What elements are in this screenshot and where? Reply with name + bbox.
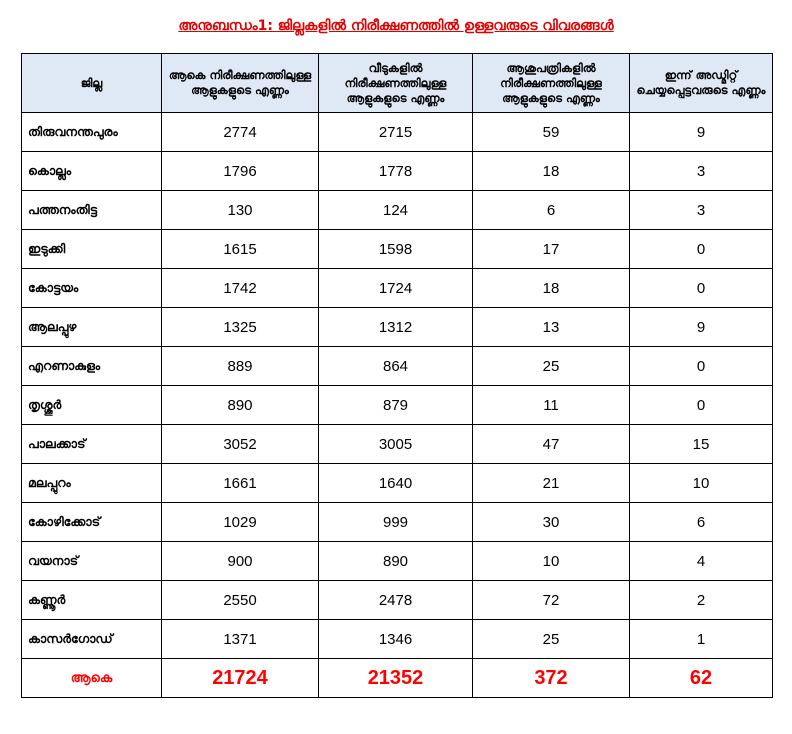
- total-observation: 3052: [162, 425, 319, 464]
- table-row: [22, 347, 773, 386]
- district-name: പാലക്കാട്: [22, 425, 162, 464]
- hospital-observation: 21: [473, 464, 630, 503]
- home-observation: 1312: [319, 308, 473, 347]
- home-observation: 1346: [319, 620, 473, 659]
- hospital-observation: 10: [473, 542, 630, 581]
- header-district: ജില്ല: [22, 54, 162, 113]
- admitted-today: 0: [630, 269, 773, 308]
- table-row: [22, 113, 773, 152]
- table-row: [22, 152, 773, 191]
- admitted-today: 0: [630, 347, 773, 386]
- table-row: [22, 503, 773, 542]
- table-row: [22, 464, 773, 503]
- total-observation: 1029: [162, 503, 319, 542]
- district-name: കണ്ണൂർ: [22, 581, 162, 620]
- district-name: തിരുവനന്തപുരം: [22, 113, 162, 152]
- district-name: മലപ്പുറം: [22, 464, 162, 503]
- admitted-today: 9: [630, 308, 773, 347]
- district-name: കാസർഗോഡ്: [22, 620, 162, 659]
- total-observation: 889: [162, 347, 319, 386]
- total-observation: 1615: [162, 230, 319, 269]
- header-hospital-observation: ആശുപത്രികളിൽ നിരീക്ഷണത്തിലുള്ള ആളുകളുടെ എണ്ണം: [473, 54, 630, 113]
- admitted-today: 4: [630, 542, 773, 581]
- total-observation: 2550: [162, 581, 319, 620]
- table-row: [22, 230, 773, 269]
- table-row: [22, 269, 773, 308]
- header-admitted-today: ഇന്ന് അഡ്മിറ്റ് ചെയ്യപ്പെട്ടവരുടെ എണ്ണം: [630, 54, 773, 113]
- total-observation: 1661: [162, 464, 319, 503]
- hospital-observation: 17: [473, 230, 630, 269]
- total-observation: 1371: [162, 620, 319, 659]
- admitted-today: 3: [630, 152, 773, 191]
- total-observation: 890: [162, 386, 319, 425]
- hospital-observation: 6: [473, 191, 630, 230]
- total-observation: 1796: [162, 152, 319, 191]
- hospital-observation: 18: [473, 152, 630, 191]
- home-observation: 999: [319, 503, 473, 542]
- admitted-today: 0: [630, 386, 773, 425]
- home-observation: 2478: [319, 581, 473, 620]
- admitted-today: 15: [630, 425, 773, 464]
- admitted-today: 3: [630, 191, 773, 230]
- total-label: ആകെ: [22, 659, 162, 698]
- header-row: [22, 54, 773, 113]
- total-observation: 2774: [162, 113, 319, 152]
- total-observation: 1325: [162, 308, 319, 347]
- hospital-observation: 59: [473, 113, 630, 152]
- hospital-observation-sum: 372: [473, 659, 630, 698]
- home-observation: 890: [319, 542, 473, 581]
- header-total-observation: ആകെ നിരീക്ഷണത്തിലുള്ള ആളുകളുടെ എണ്ണം: [162, 54, 319, 113]
- table-row: [22, 581, 773, 620]
- district-name: പത്തനംതിട്ട: [22, 191, 162, 230]
- admitted-today: 10: [630, 464, 773, 503]
- hospital-observation: 25: [473, 347, 630, 386]
- admitted-today: 1: [630, 620, 773, 659]
- district-name: ഇടുക്കി: [22, 230, 162, 269]
- document-title-text: അനുബന്ധം1: ജില്ലകളിൽ നിരീക്ഷണത്തിൽ ഉള്ളവരുടെ വിവരങ്ങൾ: [178, 18, 614, 34]
- hospital-observation: 47: [473, 425, 630, 464]
- home-observation: 1598: [319, 230, 473, 269]
- table-row: [22, 386, 773, 425]
- district-name: തൃശ്ശൂർ: [22, 386, 162, 425]
- total-observation: 130: [162, 191, 319, 230]
- district-name: എറണാകുളം: [22, 347, 162, 386]
- home-observation: 879: [319, 386, 473, 425]
- total-observation-sum: 21724: [162, 659, 319, 698]
- admitted-today: 9: [630, 113, 773, 152]
- table-row: [22, 191, 773, 230]
- home-observation: 1778: [319, 152, 473, 191]
- hospital-observation: 72: [473, 581, 630, 620]
- home-observation: 3005: [319, 425, 473, 464]
- home-observation: 1640: [319, 464, 473, 503]
- hospital-observation: 25: [473, 620, 630, 659]
- home-observation: 2715: [319, 113, 473, 152]
- total-observation: 900: [162, 542, 319, 581]
- table-row: [22, 308, 773, 347]
- district-name: കൊല്ലം: [22, 152, 162, 191]
- district-name: കോട്ടയം: [22, 269, 162, 308]
- home-observation-sum: 21352: [319, 659, 473, 698]
- table-row: [22, 620, 773, 659]
- hospital-observation: 30: [473, 503, 630, 542]
- district-name: കോഴിക്കോട്: [22, 503, 162, 542]
- table-row: [22, 542, 773, 581]
- admitted-today: 6: [630, 503, 773, 542]
- observation-table: [21, 53, 773, 698]
- document-title: [0, 18, 792, 34]
- admitted-today: 0: [630, 230, 773, 269]
- admitted-today: 2: [630, 581, 773, 620]
- home-observation: 124: [319, 191, 473, 230]
- hospital-observation: 13: [473, 308, 630, 347]
- home-observation: 1724: [319, 269, 473, 308]
- district-name: ആലപ്പുഴ: [22, 308, 162, 347]
- district-name: വയനാട്: [22, 542, 162, 581]
- total-row: [22, 659, 773, 698]
- total-observation: 1742: [162, 269, 319, 308]
- admitted-today-sum: 62: [630, 659, 773, 698]
- home-observation: 864: [319, 347, 473, 386]
- hospital-observation: 11: [473, 386, 630, 425]
- header-home-observation: വീടുകളിൽ നിരീക്ഷണത്തിലുള്ള ആളുകളുടെ എണ്ണം: [319, 54, 473, 113]
- table-row: [22, 425, 773, 464]
- hospital-observation: 18: [473, 269, 630, 308]
